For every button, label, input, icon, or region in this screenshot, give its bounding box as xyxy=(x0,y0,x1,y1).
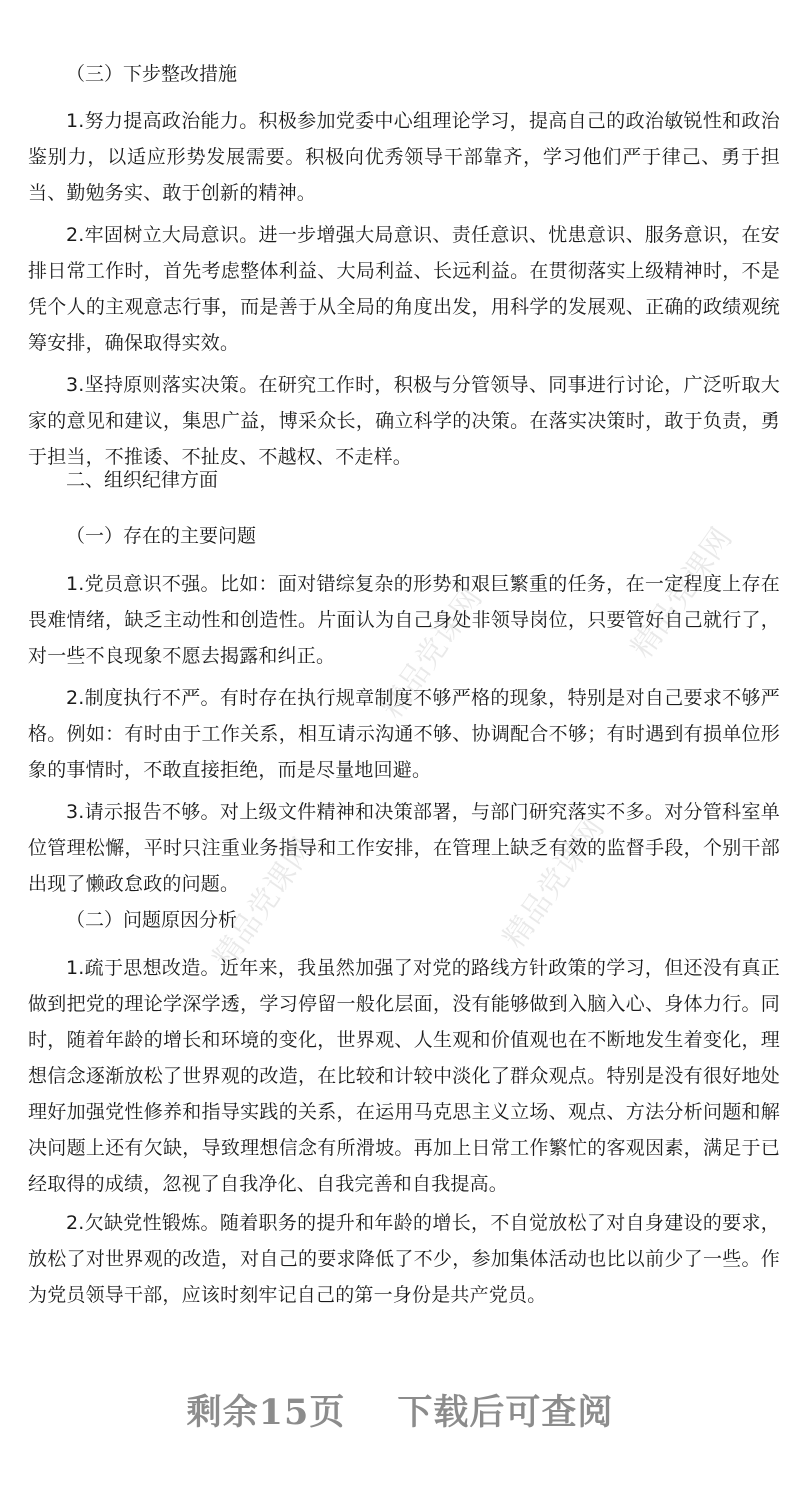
section-heading-rectification-measures: （三）下步整改措施 xyxy=(66,63,238,85)
paragraph-measure-1: 1.努力提高政治能力。积极参加党委中心组理论学习，提高自己的政治敏锐性和政治鉴别力，以适应形势发展需要。积极向优秀领导干部靠齐，学习他们严于律己、勇于担当、勤勉务实、敢于创新的精神。 xyxy=(28,110,780,204)
remaining-pages-label: 剩余15页 xyxy=(186,1392,346,1433)
watermark-1: 精品党课网 xyxy=(374,581,490,725)
part-heading-organizational-discipline: 二、组织纪律方面 xyxy=(66,469,219,491)
watermark-4: 精品党课网 xyxy=(496,811,612,955)
section-heading-cause-analysis: （二）问题原因分析 xyxy=(66,909,238,931)
download-banner[interactable] xyxy=(0,1385,800,1435)
watermark-3: 精品党课网 xyxy=(206,831,322,975)
section-heading-main-problems: （一）存在的主要问题 xyxy=(66,525,257,547)
download-prompt-label: 下载后可查阅 xyxy=(397,1392,614,1433)
paragraph-cause-2: 2.欠缺党性锻炼。随着职务的提升和年龄的增长，不自觉放松了对自身建设的要求，放松了对世界观的改造，对自己的要求降低了不少，参加集体活动也比以前少了一些。作为党员领导干部，应该时刻牢记自己的第一身份是共产党员。 xyxy=(28,1212,780,1306)
paragraph-problem-1: 1.党员意识不强。比如：面对错综复杂的形势和艰巨繁重的任务，在一定程度上存在畏难情绪，缺乏主动性和创造性。片面认为自己身处非领导岗位，只要管好自己就行了，对一些不良现象不愿去揭露和纠正。 xyxy=(28,573,780,667)
paragraph-measure-2: 2.牢固树立大局意识。进一步增强大局意识、责任意识、忧患意识、服务意识，在安排日常工作时，首先考虑整体利益、大局利益、长远利益。在贯彻落实上级精神时，不是凭个人的主观意志行事，而是善于从全局的角度出发，用科学的发展观、正确的政绩观统筹安排，确保取得实效。 xyxy=(28,224,780,354)
paragraph-measure-3: 3.坚持原则落实决策。在研究工作时，积极与分管领导、同事进行讨论，广泛听取大家的意见和建议，集思广益，博采众长，确立科学的决策。在落实决策时，敢于负责，勇于担当，不推诿、不扯皮、不越权、不走样。 xyxy=(28,374,780,468)
paragraph-problem-2: 2.制度执行不严。有时存在执行规章制度不够严格的现象，特别是对自己要求不够严格。例如：有时由于工作关系，相互请示沟通不够、协调配合不够；有时遇到有损单位形象的事情时，不敢直接拒绝，而是尽量地回避。 xyxy=(28,687,780,781)
paragraph-problem-3: 3.请示报告不够。对上级文件精神和决策部署，与部门研究落实不多。对分管科室单位管理松懈，平时只注重业务指导和工作安排，在管理上缺乏有效的监督手段，个别干部出现了懒政怠政的问题。 xyxy=(28,801,780,895)
paragraph-cause-1: 1.疏于思想改造。近年来，我虽然加强了对党的路线方针政策的学习，但还没有真正做到把党的理论学深学透，学习停留一般化层面，没有能够做到入脑入心、身体力行。同时，随着年龄的增长和环境的变化，世界观、人生观和价值观也在不断地发生着变化，理想信念逐渐放松了世界观的改造，在比较和计较中淡化了群众观点。特别是没有很好地处理好加强党性修养和指导实践的关系，在运用马克思主义立场、观点、方法分析问题和解决问题上还有欠缺，导致理想信念有所滑坡。再加上日常工作繁忙的客观因素，满足于已经取得的成绩，忽视了自我净化、自我完善和自我提高。 xyxy=(28,957,780,1195)
watermark-2: 精品党课网 xyxy=(624,521,740,665)
